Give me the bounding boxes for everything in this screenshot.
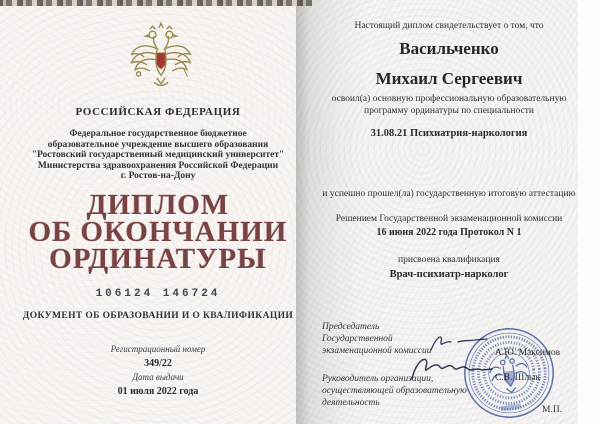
registration-number: 349/22: [144, 358, 172, 369]
diploma-title-line: ОБ ОКОНЧАНИИ: [28, 216, 288, 248]
diploma-title-line: ДИПЛОМ: [86, 189, 230, 221]
holder-name-patronymic: Михаил Сергеевич: [375, 69, 523, 88]
diploma-title-line: ОРДИНАТУРЫ: [49, 243, 267, 275]
head-label-line: осуществляющей образовательную: [322, 386, 467, 396]
program-line: программу ординатуры по специальности: [363, 106, 535, 116]
institution-line: образовательное учреждение высшего образования: [47, 139, 269, 150]
issue-date: 01 июля 2022 года: [117, 386, 199, 397]
chairman-name: А.Ю. Максимов: [494, 348, 561, 358]
head-label-line: деятельность: [322, 398, 380, 408]
seal-place-mark: М.П.: [542, 405, 563, 415]
attestation-line: и успешно прошел(ла) государственную итоговую аттестацию: [322, 189, 576, 199]
institution-line: г. Ростов-на-Дону: [120, 171, 196, 181]
institution-line: "Ростовский государственный медицинский университет": [31, 150, 285, 160]
scan-margin: [578, 0, 600, 424]
registration-number-label: Регистрационный номер: [110, 344, 206, 354]
country-heading: РОССИЙСКАЯ ФЕДЕРАЦИЯ: [75, 106, 241, 118]
specialty-code-name: 31.08.21 Психиатрия-наркология: [370, 128, 528, 139]
commission-decision-line: Решением Государственной экзаменационной комиссии: [335, 214, 563, 224]
document-subtitle: ДОКУМЕНТ ОБ ОБРАЗОВАНИИ И О КВАЛИФИКАЦИИ: [22, 311, 294, 321]
head-name: С.В. Шлык: [494, 373, 541, 383]
chairman-label-line: Председатель: [322, 322, 380, 332]
russian-coat-of-arms-icon: [126, 22, 196, 102]
protocol-line: 16 июня 2022 года Протокол N 1: [376, 227, 522, 238]
chairman-label-line: Государственной: [322, 334, 393, 344]
institution-line: Федеральное государственное бюджетное: [69, 129, 247, 139]
round-official-seal-icon: [462, 326, 556, 420]
head-label-line: Руководитель организации,: [322, 374, 434, 384]
left-page-content: [12, 0, 304, 424]
issue-date-label: Дата выдачи: [132, 372, 184, 382]
qualification-label: присвоена квалификация: [398, 255, 500, 265]
serial-number: 106124 146724: [95, 288, 221, 300]
program-line: освоил(а) основную профессиональную образовательную: [331, 94, 567, 104]
holder-surname: Васильченко: [399, 39, 499, 58]
chairman-label-line: экзаменационной комиссии: [322, 346, 432, 356]
intro-line: Настоящий диплом свидетельствует о том, что: [354, 21, 544, 31]
qualification-value: Врач-психиатр-нарколог: [389, 269, 509, 280]
right-page-content: [320, 0, 578, 424]
institution-line: Министерства здравоохранения Российской Федерации: [37, 160, 279, 171]
